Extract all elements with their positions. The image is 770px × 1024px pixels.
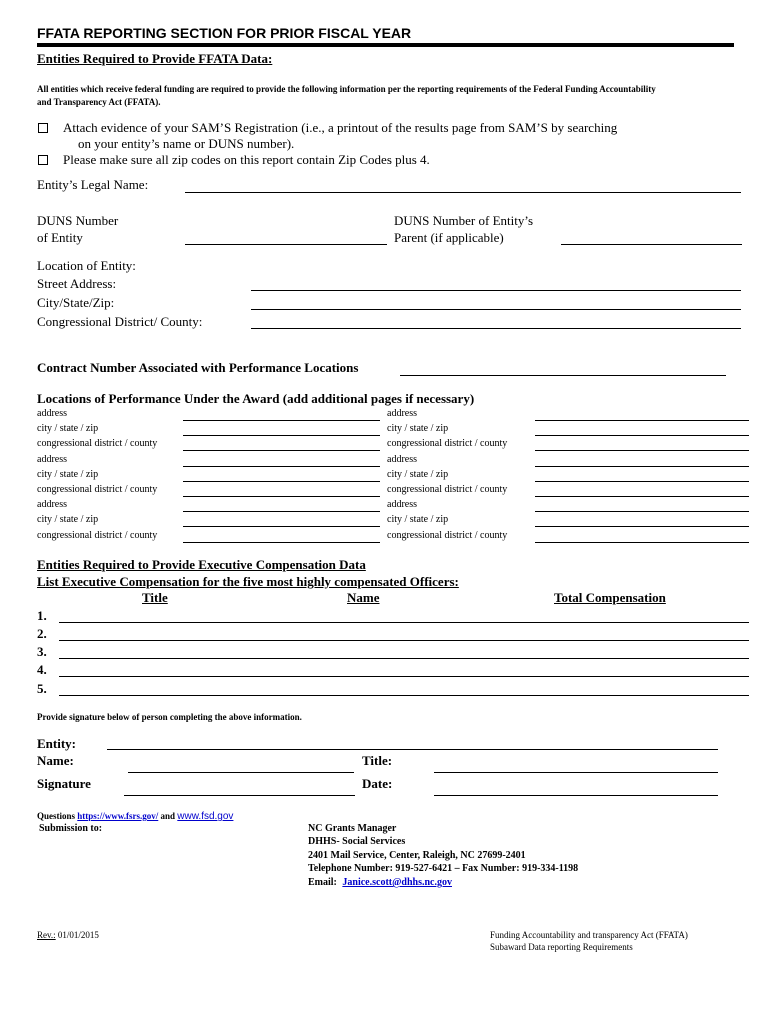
- loc6-district-field[interactable]: [535, 542, 749, 543]
- loc4-address-label: address: [387, 454, 417, 465]
- loc5-district-label: congressional district / county: [37, 530, 158, 541]
- city-label: City/State/Zip:: [37, 295, 115, 310]
- contact-email-line: [308, 877, 452, 888]
- sig-name-field[interactable]: [128, 772, 354, 773]
- contact-line-1: NC Grants Manager: [308, 823, 397, 834]
- legal-name-field[interactable]: [185, 192, 741, 193]
- comp-row-1-field[interactable]: [59, 622, 749, 623]
- loc5-address-field[interactable]: [183, 511, 380, 512]
- compensation-heading: Entities Required to Provide Executive Compensation Data: [37, 557, 366, 572]
- contact-line-3: 2401 Mail Service, Center, Raleigh, NC 27699-2401: [308, 850, 526, 861]
- col-title: Title: [142, 590, 168, 605]
- revision: [37, 930, 99, 940]
- locations-heading: Locations of Performance Under the Award (add additional pages if necessary): [37, 391, 475, 406]
- loc6-address-field[interactable]: [535, 511, 749, 512]
- compensation-subheading: List Executive Compensation for the five most highly compensated Officers:: [37, 574, 459, 589]
- comp-row-number: 3.: [37, 644, 47, 659]
- signature-instruction: Provide signature below of person completing the above information.: [37, 712, 302, 722]
- duns-label: DUNS Number: [37, 213, 119, 228]
- checkbox-sam-registration[interactable]: [38, 123, 48, 133]
- loc4-district-label: congressional district / county: [387, 484, 508, 495]
- title-rule: [37, 43, 734, 47]
- loc3-district-field[interactable]: [183, 496, 380, 497]
- sig-date-label: Date:: [362, 776, 393, 791]
- sig-name-label: Name:: [37, 753, 74, 768]
- legal-name-label: Entity’s Legal Name:: [37, 177, 149, 192]
- comp-row-number: 1.: [37, 608, 47, 623]
- street-label: Street Address:: [37, 276, 117, 291]
- duns-label-2: of Entity: [37, 230, 83, 245]
- loc2-district-field[interactable]: [535, 450, 749, 451]
- contract-label: Contract Number Associated with Performance Locations: [37, 360, 359, 375]
- email-link[interactable]: Janice.scott@dhhs.nc.gov: [342, 877, 452, 888]
- loc5-address-label: address: [37, 499, 67, 510]
- sig-title-label: Title:: [362, 753, 393, 768]
- duns-field[interactable]: [185, 244, 387, 245]
- checklist-item-zip: Please make sure all zip codes on this report contain Zip Codes plus 4.: [63, 152, 430, 167]
- submission-label: Submission to:: [39, 823, 103, 834]
- loc4-city-label: city / state / zip: [387, 469, 449, 480]
- parent-duns-label: DUNS Number of Entity’s: [394, 213, 534, 228]
- fsd-link[interactable]: www.fsd.gov: [177, 811, 234, 822]
- rev-date: 01/01/2015: [57, 930, 99, 940]
- intro-text-2: and Transparency Act (FFATA).: [37, 97, 161, 107]
- sig-entity-field[interactable]: [107, 749, 718, 750]
- comp-row-number: 4.: [37, 662, 47, 677]
- loc2-city-label: city / state / zip: [387, 423, 449, 434]
- loc2-city-field[interactable]: [535, 435, 749, 436]
- sig-date-field[interactable]: [434, 795, 718, 796]
- footer-subtitle: Subaward Data reporting Requirements: [490, 942, 633, 952]
- parent-duns-label-2: Parent (if applicable): [394, 230, 504, 245]
- contact-line-4: Telephone Number: 919-527-6421 – Fax Number: 919-334-1198: [308, 863, 579, 874]
- and-text: and: [160, 811, 176, 821]
- loc1-address-label: address: [37, 408, 67, 419]
- loc1-city-field[interactable]: [183, 435, 380, 436]
- street-field[interactable]: [251, 290, 741, 291]
- loc2-address-field[interactable]: [535, 420, 749, 421]
- col-total-compensation: Total Compensation: [554, 590, 666, 605]
- parent-duns-field[interactable]: [561, 244, 742, 245]
- loc6-city-field[interactable]: [535, 526, 749, 527]
- loc4-city-field[interactable]: [535, 481, 749, 482]
- loc3-address-label: address: [37, 454, 67, 465]
- checkbox-zip-codes[interactable]: [38, 155, 48, 165]
- loc1-address-field[interactable]: [183, 420, 380, 421]
- loc6-district-label: congressional district / county: [387, 530, 508, 541]
- section-heading-ffata: Entities Required to Provide FFATA Data:: [37, 51, 273, 66]
- email-label: Email:: [308, 877, 337, 888]
- fsrs-link[interactable]: https://www.fsrs.gov/: [77, 811, 159, 821]
- sig-title-field[interactable]: [434, 772, 718, 773]
- loc1-city-label: city / state / zip: [37, 423, 99, 434]
- footer-act-title: Funding Accountability and transparency Act (FFATA): [490, 930, 688, 940]
- loc5-city-field[interactable]: [183, 526, 380, 527]
- loc1-district-field[interactable]: [183, 450, 380, 451]
- loc4-district-field[interactable]: [535, 496, 749, 497]
- comp-row-2-field[interactable]: [59, 640, 749, 641]
- sig-signature-field[interactable]: [124, 795, 355, 796]
- contact-line-2: DHHS- Social Services: [308, 836, 406, 847]
- comp-row-4-field[interactable]: [59, 676, 749, 677]
- col-name: Name: [347, 590, 380, 605]
- district-field[interactable]: [251, 328, 741, 329]
- page-title: FFATA REPORTING SECTION FOR PRIOR FISCAL YEAR: [37, 25, 412, 41]
- loc3-city-label: city / state / zip: [37, 469, 99, 480]
- loc5-district-field[interactable]: [183, 542, 380, 543]
- loc6-address-label: address: [387, 499, 417, 510]
- sig-signature-label: Signature: [37, 776, 91, 791]
- checklist-item-sam: Attach evidence of your SAM’S Registration (i.e., a printout of the results page from SAM’S by searching: [63, 120, 618, 135]
- checklist-item-sam-cont: on your entity’s name or DUNS number).: [78, 136, 295, 151]
- loc1-district-label: congressional district / county: [37, 438, 158, 449]
- contract-field[interactable]: [400, 375, 726, 376]
- location-label: Location of Entity:: [37, 258, 136, 273]
- comp-row-3-field[interactable]: [59, 658, 749, 659]
- loc3-district-label: congressional district / county: [37, 484, 158, 495]
- intro-text: All entities which receive federal funding are required to provide the following information per the reporting requirements of the Federal Funding Accountability: [37, 84, 656, 94]
- loc3-address-field[interactable]: [183, 466, 380, 467]
- questions-line: [37, 811, 233, 822]
- loc5-city-label: city / state / zip: [37, 514, 99, 525]
- loc4-address-field[interactable]: [535, 466, 749, 467]
- loc6-city-label: city / state / zip: [387, 514, 449, 525]
- loc3-city-field[interactable]: [183, 481, 380, 482]
- comp-row-number: 2.: [37, 626, 47, 641]
- loc2-address-label: address: [387, 408, 417, 419]
- questions-label: Questions: [37, 811, 76, 821]
- city-field[interactable]: [251, 309, 741, 310]
- loc2-district-label: congressional district / county: [387, 438, 508, 449]
- district-label: Congressional District/ County:: [37, 314, 203, 329]
- comp-row-number: 5.: [37, 681, 47, 696]
- rev-label: Rev.:: [37, 930, 56, 940]
- comp-row-5-field[interactable]: [59, 695, 749, 696]
- sig-entity-label: Entity:: [37, 736, 76, 751]
